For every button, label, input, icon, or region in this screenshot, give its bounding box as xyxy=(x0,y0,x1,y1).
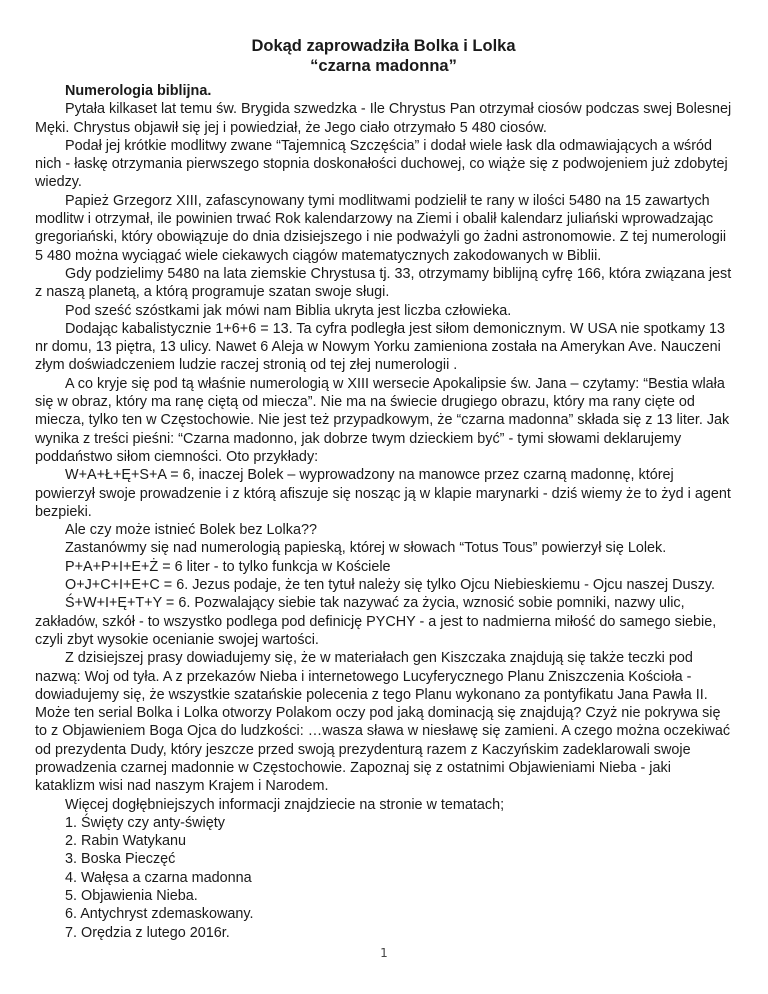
topic-list-item: 3. Boska Pieczęć xyxy=(65,851,176,868)
paragraph: Pytała kilkaset lat temu św. Brygida szwedzka - Ile Chrystus Pan otrzymał ciosów podczas swej Bolesnej Męki. Chrystus objawił się jej i powiedział, że Jego ciało otrzymało 5 480 ciosów. xyxy=(35,101,732,136)
topic-list-item: 7. Orędzia z lutego 2016r. xyxy=(65,924,230,941)
title-line-1: Dokąd zaprowadziła Bolka i Lolka xyxy=(251,37,516,55)
paragraph: Pod sześć szóstkami jak mówi nam Biblia ukryta jest liczba człowieka. xyxy=(65,302,512,319)
topic-list-item: 6. Antychryst zdemaskowany. xyxy=(65,906,254,923)
section-heading: Numerologia biblijna. xyxy=(65,83,212,99)
topic-list-item: 1. Święty czy anty-święty xyxy=(65,814,225,831)
paragraph: Ś+W+I+Ę+T+Y = 6. Pozwalający siebie tak nazywać za życia, wznosić sobie pomniki, nazwy ulic, zakładów, szkół - to wszystko podlega pod definicję PYCHY - a jest to nadmierna miłość do samego siebie, czyli zbyt wysokie ocenianie swojej wartości. xyxy=(35,595,717,648)
title-line-2: “czarna madonna” xyxy=(310,57,457,75)
paragraph: O+J+C+I+E+C = 6. Jezus podaje, że ten tytuł należy się tylko Ojcu Niebieskiemu - Ojcu naszej Duszy. xyxy=(65,577,716,594)
topic-list-item: 2. Rabin Watykanu xyxy=(65,833,187,850)
paragraph: Zastanówmy się nad numerologią papieską, której w słowach “Totus Tous” powierzył się Lolek. xyxy=(65,540,667,557)
paragraph: Z dzisiejszej prasy dowiadujemy się, że w materiałach gen Kiszczaka znajdują się także teczki pod nazwą: Woj od tyła. A z przekazów Nieba i internetowego Lucyferycznego Planu Zniszczenia Kościoła - dowiadujemy się, że wszystkie szatańskie polecenia z tego Planu wykonano za pontyfikatu Jana Pawła II. Może ten serial Bolka i Lolka otworzy Polakom oczy pod jaką dominacją się znajdują? Czyż nie pokrywa się to z Objawieniem Boga Ojca do ludzkości: …wasza sława w niesławę się zamieni. A czego można oczekiwać od prezydenta Dudy, który jeszcze przed swoją prezydenturą razem z Kaczyńskim zadeklarowali swoje prowadzenia czarnej madonnie w Częstochowie. Zapoznaj się z ostatnimi Objawieniami Nieba - jaki kataklizm wisi nad naszym Krajem i Narodem. xyxy=(35,650,731,795)
topic-list-item: 4. Wałęsa a czarna madonna xyxy=(65,869,252,886)
paragraph: A co kryje się pod tą właśnie numerologią w XIII wersecie Apokalipsie św. Jana – czytamy: “Bestia wlała się w obraz, który ma ranę ciętą od miecza”. Nie ma na świecie drugiego obrazu, który ma rany cięte od miecza, tylko ten w Częstochowie. Nie jest też przypadkowym, że “czarna madonna” składa się z 13 liter. Jak wynika z treści pieśni: “Czarna madonno, jak dobrze twym dzieckiem być” - tymi słowami deklarujemy poddaństwo siłom ciemności. Oto przykłady: xyxy=(35,375,730,465)
document-title xyxy=(35,36,732,76)
topic-list-item: 5. Objawienia Nieba. xyxy=(65,888,198,905)
paragraph: Dodając kabalistycznie 1+6+6 = 13. Ta cyfra podległa jest siłom demonicznym. W USA nie spotkamy 13 nr domu, 13 piętra, 13 ulicy. Nawet 6 Aleja w Nowym Yorku zamieniona została na Amerykan Ave. Nauczeni złym doświadczeniem ludzie raczej stronią od tej złej numerologii . xyxy=(35,320,726,374)
page-number: 1 xyxy=(380,946,388,960)
paragraph: Papież Grzegorz XIII, zafascynowany tymi modlitwami podzielił te rany w ilości 5480 na 15 zawartych modlitw i otrzymał, ile powinien trwać Rok kalendarzowy na Ziemi i obalił kalendarz juliański wprowadzając gregoriański, który obowiązuje do dnia dzisiejszego i nie podważyli go żadni astronomowie. Z tej numerologii 5 480 można wyciągać wiele ciekawych ciągów matematycznych zakodowanych w Biblii. xyxy=(35,192,727,264)
paragraph: W+A+Ł+Ę+S+A = 6, inaczej Bolek – wyprowadzony na manowce przez czarną madonnę, której powierzył swoje prowadzenie i z którą afiszuje się nosząc ją w klapie marynarki - dziś wiemy że to żyd i agent bezpieki. xyxy=(35,467,731,520)
document-page xyxy=(35,36,732,942)
paragraph: Podał jej krótkie modlitwy zwane “Tajemnicą Szczęścia” i dodał wiele łask dla odmawiających a wśród nich - łaskę otrzymania pierwszego stopnia doskonałości duchowej, co wiąże się z podwojeniem już zdobytej wiedzy. xyxy=(35,137,728,191)
paragraph: Ale czy może istnieć Bolek bez Lolka?? xyxy=(65,522,317,539)
paragraph: Gdy podzielimy 5480 na lata ziemskie Chrystusa tj. 33, otrzymamy biblijną cyfrę 166, która związana jest z naszą planetą, a którą programuje szatan swoje sługi. xyxy=(35,265,732,301)
paragraph: P+A+P+I+E+Ż = 6 liter - to tylko funkcja w Kościele xyxy=(65,558,391,575)
paragraph: Więcej dogłębniejszych informacji znajdziecie na stronie w tematach; xyxy=(65,796,505,813)
document-body xyxy=(35,82,732,942)
